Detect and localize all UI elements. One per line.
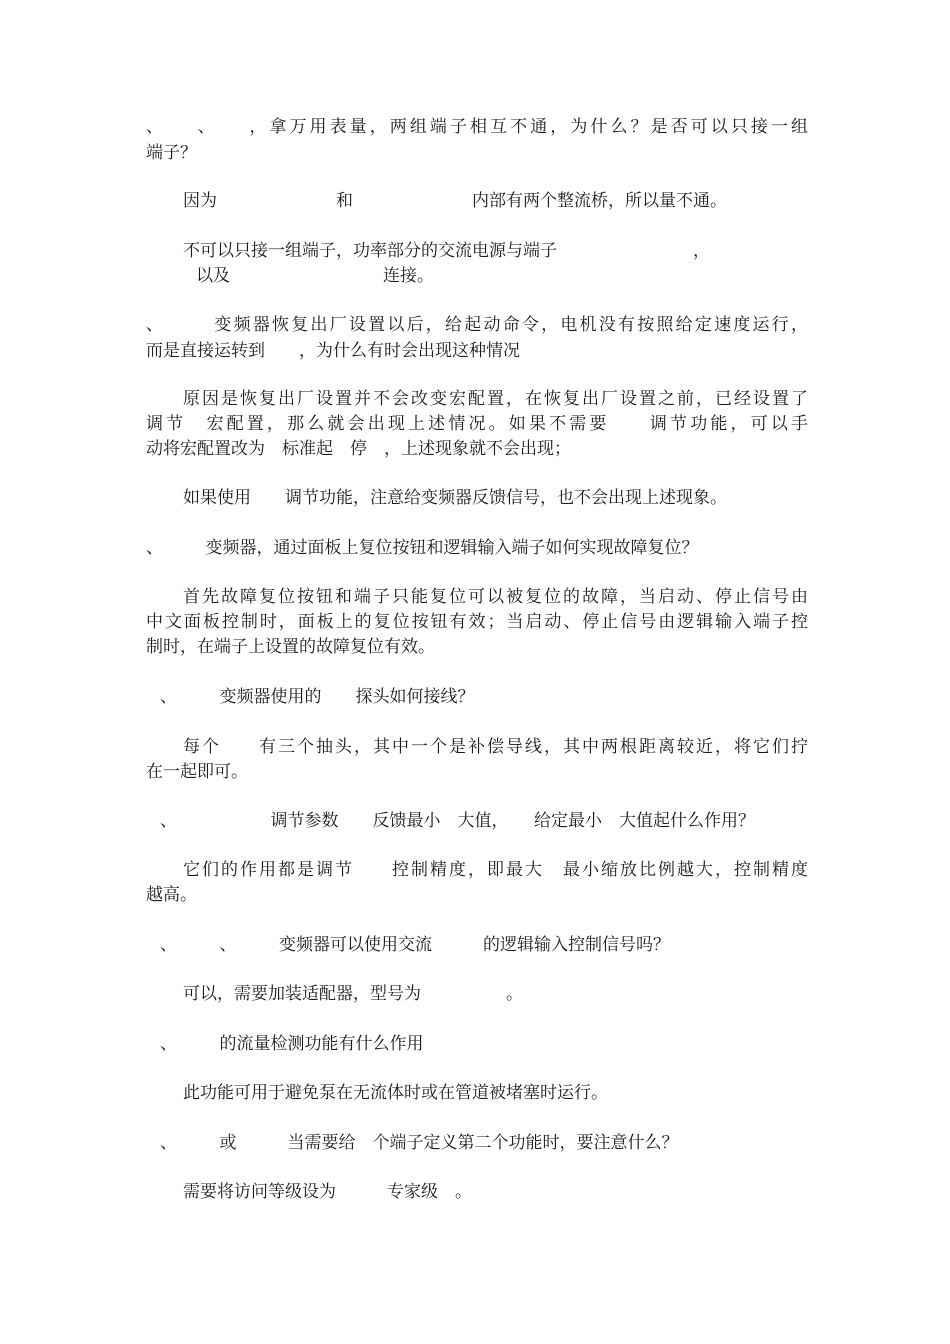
question-3: 、 变频器，通过面板上复位按钮和逻辑输入端子如何实现故障复位？	[146, 538, 699, 558]
answer-5-line-1: 它们的作用都是调节 控制精度，即最大 最小缩放比例越大，控制精度	[183, 860, 808, 880]
answer-3-line-3: 制时，在端子上设置的故障复位有效。	[146, 637, 435, 657]
question-8: 、 或 当需要给 个端子定义第二个功能时，要注意什么？	[160, 1133, 679, 1153]
question-1-line-2: 端子？	[146, 143, 197, 163]
answer-7: 此功能可用于避免泵在无流体时或在管道被堵塞时运行。	[183, 1083, 608, 1103]
question-4: 、 变频器使用的 探头如何接线？	[160, 687, 475, 707]
question-1-line-1: 、 、 ，拿万用表量，两组端子相互不通，为什么？是否可以只接一组	[146, 117, 808, 137]
answer-3-line-2: 中文面板控制时，面板上的复位按钮有效；当启动、停止信号由逻辑输入端子控	[146, 612, 808, 632]
answer-4-line-2: 在一起即可。	[146, 762, 248, 782]
answer-5-line-2: 越高。	[146, 885, 197, 905]
answer-2-line-4: 如果使用 调节功能，注意给变频器反馈信号，也不会出现上述现象。	[183, 488, 727, 508]
answer-1-paragraph-2-line-1: 不可以只接一组端子，功率部分的交流电源与端子 ，	[183, 241, 710, 261]
question-7: 、 的流量检测功能有什么作用	[160, 1034, 424, 1054]
question-2-line-2: 而是直接运转到 ，为什么有时会出现这种情况	[146, 341, 520, 361]
question-6: 、 、 变频器可以使用交流 的逻辑输入控制信号吗？	[160, 935, 670, 955]
answer-3-line-1: 首先故障复位按钮和端子只能复位可以被复位的故障，当启动、停止信号由	[183, 587, 808, 607]
answer-6: 可以，需要加装适配器，型号为 。	[183, 984, 523, 1004]
question-5: 、 调节参数 反馈最小 大值， 给定最小 大值起什么作用？	[160, 811, 755, 831]
question-2-line-1: 、 变频器恢复出厂设置以后，给起动命令，电机没有按照给定速度运行，	[146, 315, 808, 335]
answer-8: 需要将访问等级设为 专家级 。	[183, 1182, 472, 1202]
answer-2-line-3: 动将宏配置改为 标准起 停 ，上述现象就不会出现；	[146, 439, 571, 459]
answer-1-paragraph-2-line-2: 以及 连接。	[196, 266, 434, 286]
answer-1-paragraph-1: 因为 和 内部有两个整流桥，所以量不通。	[183, 191, 727, 211]
answer-4-line-1: 每个 有三个抽头，其中一个是补偿导线，其中两根距离较近，将它们拧	[183, 737, 808, 757]
answer-2-line-2: 调节 宏配置，那么就会出现上述情况。如果不需要 调节功能，可以手	[146, 414, 808, 434]
answer-2-line-1: 原因是恢复出厂设置并不会改变宏配置，在恢复出厂设置之前，已经设置了	[183, 389, 808, 409]
